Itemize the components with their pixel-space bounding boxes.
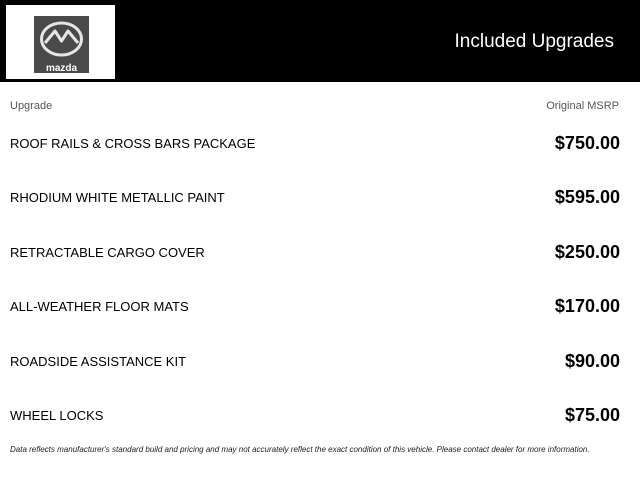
upgrade-name: ROADSIDE ASSISTANCE KIT [10, 354, 187, 369]
upgrade-price: $595.00 [554, 187, 620, 207]
table-row [0, 334, 640, 388]
column-header-msrp: Original MSRP [546, 100, 619, 112]
upgrade-name: ALL-WEATHER FLOOR MATS [10, 299, 189, 314]
upgrade-price: $250.00 [554, 242, 620, 262]
upgrade-price: $170.00 [554, 296, 620, 316]
header-bar [0, 0, 640, 82]
table-row [0, 170, 640, 224]
table-row [0, 279, 640, 333]
table-row [0, 116, 640, 170]
brand-wordmark: mazda [45, 63, 78, 74]
upgrade-name: RHODIUM WHITE METALLIC PAINT [10, 190, 225, 205]
upgrade-price: $750.00 [554, 133, 620, 153]
upgrade-price: $75.00 [564, 405, 620, 425]
upgrade-name: RETRACTABLE CARGO COVER [10, 245, 205, 260]
table-row [0, 388, 640, 442]
upgrade-name: ROOF RAILS & CROSS BARS PACKAGE [10, 136, 256, 151]
column-header-upgrade: Upgrade [10, 100, 53, 112]
upgrade-name: WHEEL LOCKS [10, 408, 104, 423]
disclaimer-text: Data reflects manufacturer's standard build and pricing and may not accurately reflect the exact condition of this vehicle. Please contact dealer for more information. [10, 445, 590, 454]
mazda-emblem-icon [6, 5, 115, 79]
page-title: Included Upgrades [454, 31, 614, 52]
table-row [0, 225, 640, 279]
mazda-logo [6, 5, 115, 79]
upgrade-price: $90.00 [564, 351, 620, 371]
